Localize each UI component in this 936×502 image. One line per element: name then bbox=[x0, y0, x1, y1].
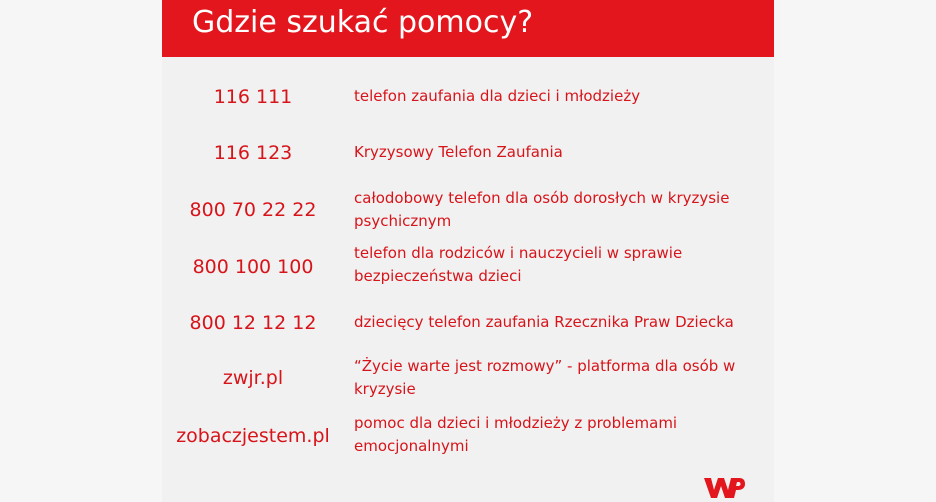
wp-logo-icon bbox=[702, 474, 746, 500]
list-item bbox=[162, 84, 774, 110]
phone-number[interactable]: 800 100 100 bbox=[192, 256, 314, 278]
help-description: pomoc dla dzieci i młodzieży z problemami emocjonalnymi bbox=[354, 414, 678, 455]
list-item bbox=[162, 242, 774, 288]
help-description: Kryzysowy Telefon Zaufania bbox=[354, 143, 563, 161]
help-card bbox=[162, 0, 774, 502]
list-item bbox=[162, 412, 774, 458]
phone-number[interactable]: 800 70 22 22 bbox=[189, 199, 317, 221]
help-description: telefon zaufania dla dzieci i młodzieży bbox=[354, 87, 641, 105]
help-description: dziecięcy telefon zaufania Rzecznika Praw Dziecka bbox=[354, 313, 734, 331]
help-description: telefon dla rodziców i nauczycieli w sprawie bezpieczeństwa dzieci bbox=[354, 244, 683, 285]
page-title: Gdzie szukać pomocy? bbox=[192, 5, 534, 40]
list-item bbox=[162, 310, 774, 336]
phone-number[interactable]: 116 123 bbox=[213, 142, 293, 164]
phone-number[interactable]: 116 111 bbox=[213, 86, 293, 108]
list-item bbox=[162, 140, 774, 166]
website-link[interactable]: zwjr.pl bbox=[222, 367, 284, 389]
header-bar bbox=[162, 0, 774, 57]
phone-number[interactable]: 800 12 12 12 bbox=[189, 312, 317, 334]
help-description: całodobowy telefon dla osób dorosłych w kryzysie psychicznym bbox=[354, 189, 730, 230]
website-link[interactable]: zobaczjestem.pl bbox=[176, 425, 330, 447]
list-item bbox=[162, 355, 774, 401]
help-description: “Życie warte jest rozmowy” - platforma dla osób w kryzysie bbox=[354, 357, 736, 398]
list-item bbox=[162, 187, 774, 233]
